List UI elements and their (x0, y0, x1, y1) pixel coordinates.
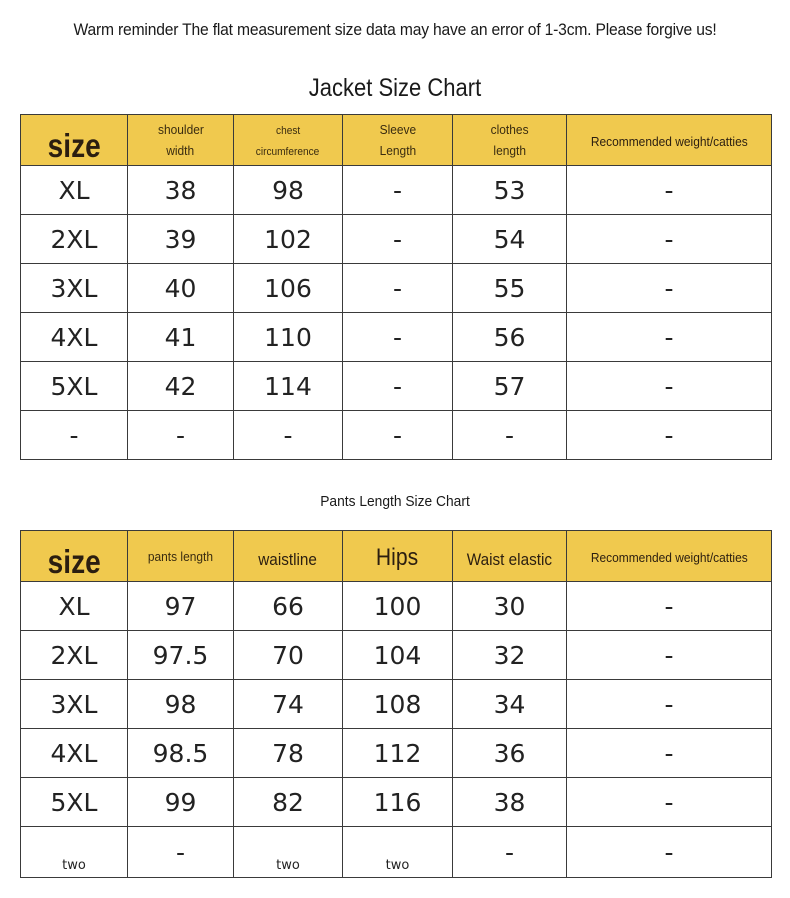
value-cell: 74 (234, 680, 343, 729)
value-cell: 98 (128, 680, 234, 729)
size-cell: - (21, 411, 128, 460)
header-pants-length: pants length (128, 531, 234, 582)
pants-size-table (20, 530, 772, 878)
value-cell: 66 (234, 582, 343, 631)
value-cell: - (343, 215, 453, 264)
value-cell: 97 (128, 582, 234, 631)
value-cell: - (567, 166, 772, 215)
value-cell: 36 (453, 729, 567, 778)
header-sleeve-length: Sleeve Length (343, 115, 453, 166)
size-cell: 2XL (21, 215, 128, 264)
size-cell: two (21, 827, 128, 878)
table-row (21, 362, 772, 411)
table-row (21, 631, 772, 680)
size-cell: 4XL (21, 313, 128, 362)
value-cell: 39 (128, 215, 234, 264)
value-cell: - (567, 362, 772, 411)
jacket-chart-title: Jacket Size Chart (308, 74, 482, 102)
value-cell: 98 (234, 166, 343, 215)
value-cell: - (567, 778, 772, 827)
value-cell: 100 (343, 582, 453, 631)
value-cell: 112 (343, 729, 453, 778)
size-cell: 2XL (21, 631, 128, 680)
pants-header-row (21, 531, 772, 582)
size-cell: 5XL (21, 778, 128, 827)
value-cell: 106 (234, 264, 343, 313)
value-cell: - (567, 631, 772, 680)
size-cell: XL (21, 582, 128, 631)
value-cell: 55 (453, 264, 567, 313)
size-cell: XL (21, 166, 128, 215)
size-cell: 3XL (21, 680, 128, 729)
value-cell: - (343, 411, 453, 460)
header-waist-elastic: Waist elastic (453, 531, 567, 582)
measurement-notice: Warm reminder The flat measurement size data may have an error of 1-3cm. Please forgive us! (73, 20, 717, 39)
value-cell: 34 (453, 680, 567, 729)
jacket-size-table (20, 114, 772, 460)
table-row (21, 827, 772, 878)
value-cell: 116 (343, 778, 453, 827)
header-hips: Hips (343, 531, 453, 582)
value-cell: - (567, 582, 772, 631)
value-cell: 30 (453, 582, 567, 631)
value-cell: two (234, 827, 343, 878)
value-cell: 53 (453, 166, 567, 215)
value-cell: 40 (128, 264, 234, 313)
size-cell: 4XL (21, 729, 128, 778)
value-cell: - (567, 264, 772, 313)
value-cell: 97.5 (128, 631, 234, 680)
value-cell: 56 (453, 313, 567, 362)
value-cell: two (343, 827, 453, 878)
table-row (21, 411, 772, 460)
value-cell: 82 (234, 778, 343, 827)
value-cell: 70 (234, 631, 343, 680)
value-cell: - (128, 411, 234, 460)
value-cell: 38 (128, 166, 234, 215)
header-waistline: waistline (234, 531, 343, 582)
value-cell: - (343, 362, 453, 411)
value-cell: 99 (128, 778, 234, 827)
value-cell: 57 (453, 362, 567, 411)
value-cell: - (453, 411, 567, 460)
table-row (21, 582, 772, 631)
value-cell: 102 (234, 215, 343, 264)
value-cell: - (343, 313, 453, 362)
value-cell: 104 (343, 631, 453, 680)
header-chest-circumference: chest circumference (234, 115, 343, 166)
value-cell: - (567, 680, 772, 729)
value-cell: - (234, 411, 343, 460)
header-size: size (21, 115, 128, 166)
header-recommended-weight: Recommended weight/catties (567, 531, 772, 582)
table-row (21, 166, 772, 215)
value-cell: 78 (234, 729, 343, 778)
value-cell: - (567, 411, 772, 460)
value-cell: 108 (343, 680, 453, 729)
table-row (21, 680, 772, 729)
value-cell: 41 (128, 313, 234, 362)
value-cell: - (567, 729, 772, 778)
value-cell: 98.5 (128, 729, 234, 778)
header-recommended-weight: Recommended weight/catties (567, 115, 772, 166)
value-cell: - (453, 827, 567, 878)
value-cell: - (567, 215, 772, 264)
header-clothes-length: clothes length (453, 115, 567, 166)
value-cell: 54 (453, 215, 567, 264)
jacket-header-row (21, 115, 772, 166)
value-cell: - (567, 827, 772, 878)
value-cell: - (567, 313, 772, 362)
table-row (21, 264, 772, 313)
value-cell: - (343, 264, 453, 313)
header-size: size (21, 531, 128, 582)
value-cell: 38 (453, 778, 567, 827)
table-row (21, 215, 772, 264)
value-cell: 110 (234, 313, 343, 362)
value-cell: 114 (234, 362, 343, 411)
pants-chart-title: Pants Length Size Chart (320, 493, 470, 510)
table-row (21, 313, 772, 362)
table-row (21, 778, 772, 827)
size-cell: 5XL (21, 362, 128, 411)
header-shoulder-width: shoulder width (128, 115, 234, 166)
table-row (21, 729, 772, 778)
value-cell: 32 (453, 631, 567, 680)
value-cell: 42 (128, 362, 234, 411)
value-cell: - (128, 827, 234, 878)
value-cell: - (343, 166, 453, 215)
size-cell: 3XL (21, 264, 128, 313)
